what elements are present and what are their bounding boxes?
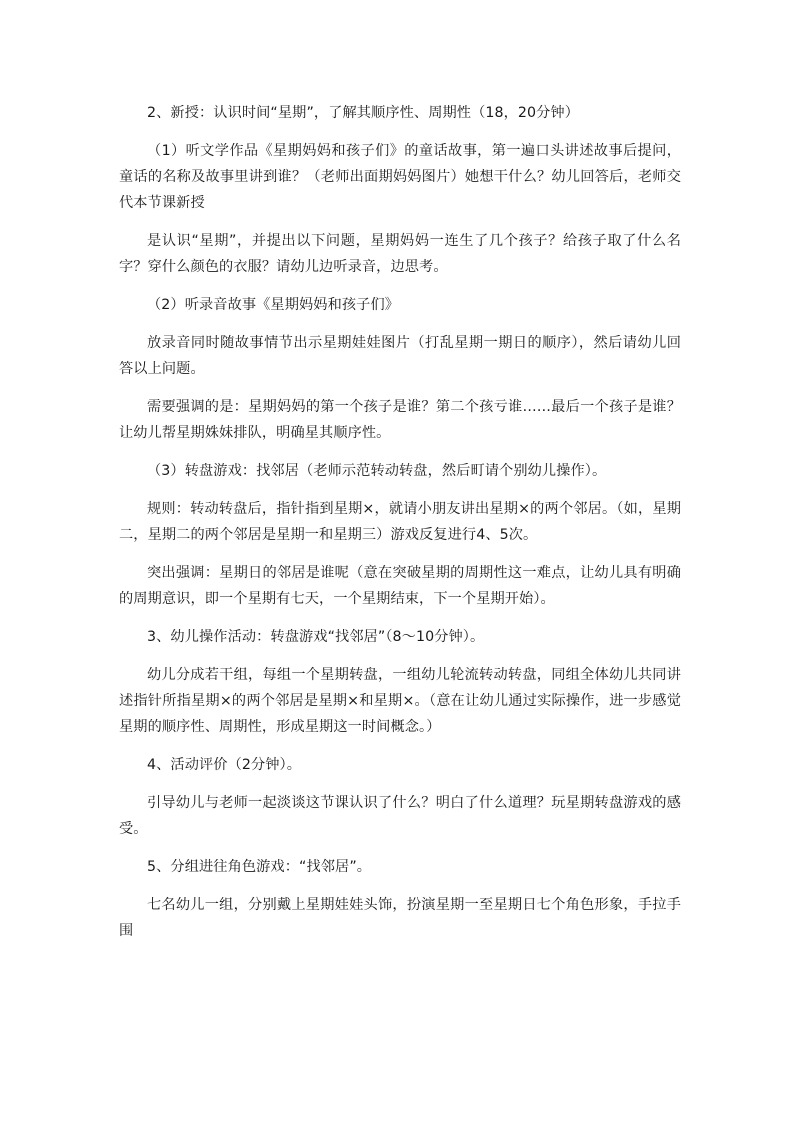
paragraph-section-3-heading: 3、幼儿操作活动：转盘游戏“找邻居”（8～10分钟）。 (147, 629, 485, 645)
paragraph-emphasis-order: 需要强调的是：星期妈妈的第一个孩子是谁？第二个孩亏谁……最后一个孩子是谁？让幼儿帮星期姝妹排队，明确星其顺序性。 (119, 399, 681, 441)
document-body (119, 100, 681, 944)
paragraph-section-4-heading: 4、活动评价（2分钟）。 (147, 757, 302, 773)
paragraph-emphasis-cycle: 突出强调：星期日的邻居是谁呢（意在突破星期的周期性这一难点，让幼儿具有明确的周期意识，即一个星期有七天，一个星期结束，下一个星期开始）。 (119, 565, 681, 607)
paragraph-section-2-heading: 2、新授：认识时间“星期”，了解其顺序性、周期性（18，20分钟） (147, 105, 580, 121)
paragraph-section-3-body: 幼儿分成若干组，每组一个星期转盘，一组幼儿轮流转动转盘，同组全体幼儿共同讲述指针所指星期×的两个邻居是星期×和星期×。（意在让幼儿通过实际操作，进一步感觉星期的顺序性、周期性，形成星期这一时间概念。） (119, 667, 681, 735)
paragraph-step-2-body: 放录音同时随故事情节出示星期娃娃图片（打乱星期一期日的顺序），然后请幼儿回答以上问题。 (119, 335, 681, 377)
paragraph-section-5-heading: 5、分组进往角色游戏：“找邻居”。 (147, 859, 372, 875)
paragraph-section-5-body: 七名幼儿一组，分别戴上星期娃娃头饰，扮演星期一至星期日七个角色形象，手拉手围 (119, 897, 681, 939)
paragraph-rules: 规则：转动转盘后，指针指到星期×，就请小朋友讲出星期×的两个邻居。（如，星期二，星期二的两个邻居是星期一和星期三）游戏反复进行4、5次。 (119, 501, 681, 543)
paragraph-step-2-heading: （2）听录音故事《星期妈妈和孩子们》 (147, 297, 400, 313)
paragraph-step-1-questions: 是认识“星期”，并提出以下问题，星期妈妈一连生了几个孩子？给孩子取了什么名字？穿什么颜色的衣服？请幼儿边听录音，边思考。 (119, 233, 681, 275)
paragraph-step-1: （1）听文学作品《星期妈妈和孩子们》的童话故事，第一遍口头讲述故事后提问，童话的名称及故事里讲到谁？（老师出面期妈妈图片）她想干什么？幼儿回答后，老师交代本节课新授 (119, 143, 681, 211)
paragraph-section-4-body: 引导幼儿与老师一起淡谈这节课认识了什么？明白了什么道理？玩星期转盘游戏的感受。 (119, 795, 681, 837)
paragraph-step-3-heading: （3）转盘游戏：找邻居（老师示范转动转盘，然后町请个别幼儿操作）。 (147, 463, 607, 479)
